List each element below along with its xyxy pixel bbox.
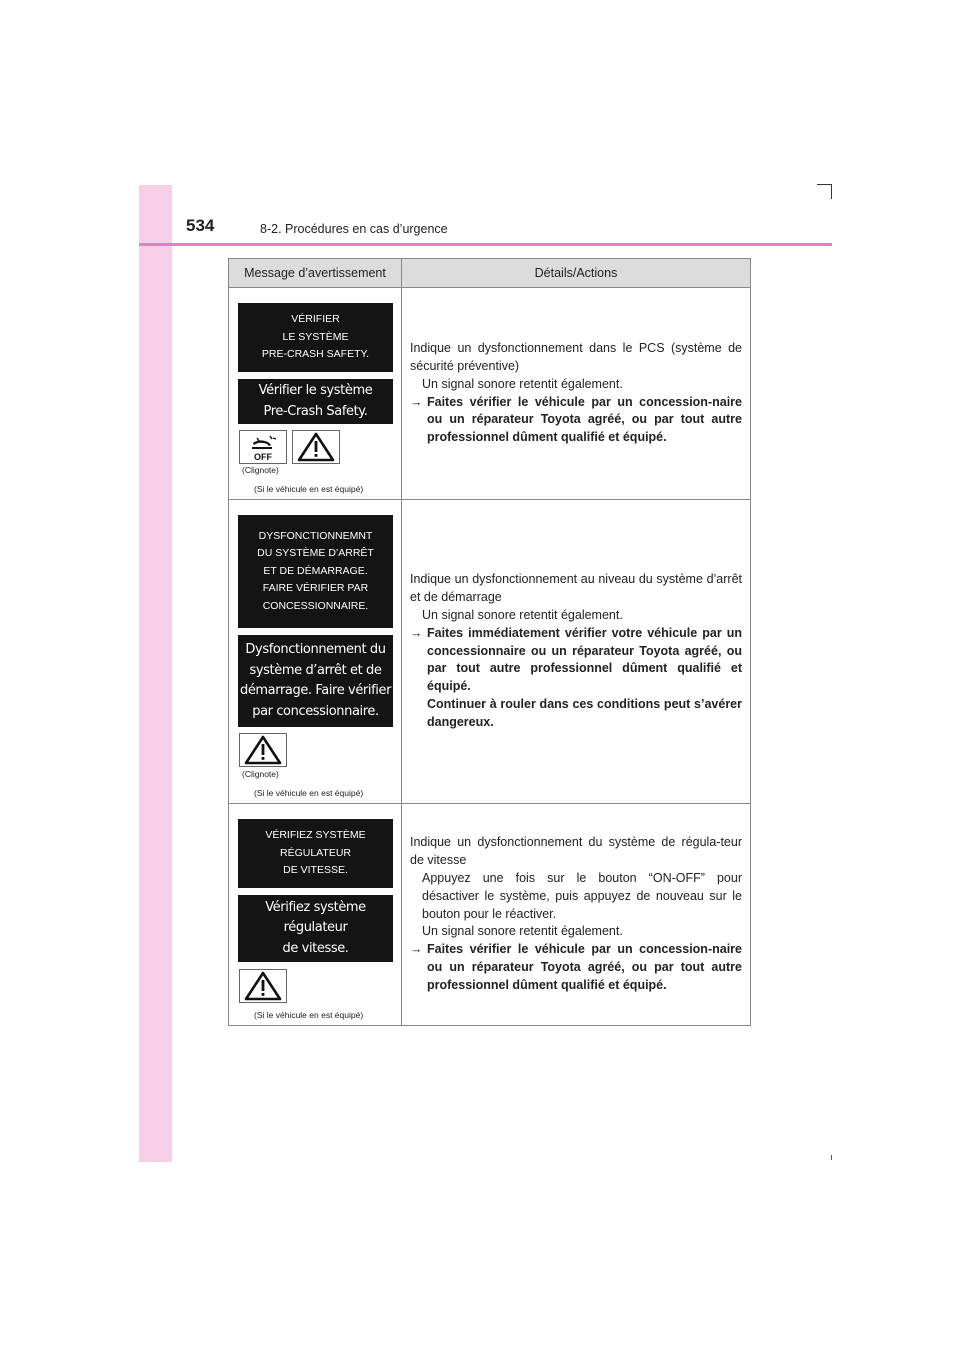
description-text: Indique un dysfonctionnement dans le PCS (système de sécurité préventive) (410, 341, 742, 373)
blink-note: (Clignote) (242, 465, 279, 475)
table-header-row (229, 259, 751, 288)
display-message-alt: Vérifier le système Pre-Crash Safety. (238, 379, 393, 424)
warning-message-cell (229, 804, 402, 1026)
detail-text: Appuyez une fois sur le bouton “ON-OFF” pour désactiver le système, puis appuyez de nouveau sur le bouton pour le réactiver. (422, 871, 742, 921)
detail-text: Un signal sonore retentit également. (422, 924, 623, 939)
warning-triangle-icon (292, 430, 340, 464)
action-text: → Faites vérifier le véhicule par un concession-naire ou un réparateur Toyota agréé, ou par tout autre professionnel dûment qualifié et équipé. (410, 394, 742, 445)
action-text: → Faites vérifier le véhicule par un concession-naire ou un réparateur Toyota agréé, ou par tout autre professionnel dûment qualifié et équipé. (410, 942, 742, 992)
table-row (229, 288, 751, 500)
action-text: → Faites immédiatement vérifier votre véhicule par un concessionnaire ou un réparateur Toyota agréé, ou par tout autre professionnel dûment qualifié et équipé. (410, 625, 742, 694)
details-cell (402, 500, 751, 804)
svg-text:OFF: OFF (254, 452, 272, 462)
header-warning-message: Message d’avertissement (229, 259, 402, 288)
details-cell (402, 804, 751, 1026)
display-message-caps: VÉRIFIEZ SYSTÈME RÉGULATEUR DE VITESSE. (238, 819, 393, 888)
detail-text: Un signal sonore retentit également. (422, 608, 623, 622)
header-details-actions: Détails/Actions (402, 259, 751, 288)
arrow-icon: → (410, 394, 423, 409)
equipment-note: (Si le véhicule en est équipé) (254, 788, 364, 798)
details-cell (402, 288, 751, 500)
pcs-off-icon (239, 430, 287, 464)
description-text: Indique un dysfonctionnement au niveau du système d’arrêt et de démarrage (410, 572, 742, 605)
equipment-note: (Si le véhicule en est équipé) (254, 484, 364, 494)
warning-triangle-icon (239, 733, 287, 767)
blink-note: (Clignote) (242, 769, 279, 779)
warning-message-cell (229, 500, 402, 804)
warning-messages-table (228, 258, 751, 1026)
display-message-alt: Dysfonctionnement du système d’arrêt et de démarrage. Faire vérifier par concessionnaire. (238, 635, 393, 727)
crop-tick (831, 1155, 832, 1160)
warning-message-cell (229, 288, 402, 500)
display-message-caps: DYSFONCTIONNEMNT DU SYSTÈME D’ARRÊT ET DE DÉMARRAGE. FAIRE VÉRIFIER PAR CONCESSIONNAIRE. (238, 515, 393, 628)
display-message-caps: VÉRIFIER LE SYSTÈME PRE-CRASH SAFETY. (238, 303, 393, 372)
header-rule (139, 243, 832, 246)
section-title: 8-2. Procédures en cas d’urgence (260, 222, 448, 236)
side-tab-band (139, 185, 172, 1162)
table-row (229, 500, 751, 804)
action-extra-text: Continuer à rouler dans ces conditions peut s’avérer dangereux. (427, 696, 742, 729)
arrow-icon: → (410, 942, 423, 957)
warning-triangle-icon (239, 969, 287, 1003)
page-number: 534 (186, 216, 215, 235)
description-text: Indique un dysfonctionnement du système de régula-teur de vitesse (410, 835, 742, 868)
crop-mark (817, 184, 832, 199)
table-row (229, 804, 751, 1026)
display-message-alt: Vérifiez système régulateur de vitesse. (238, 895, 393, 962)
detail-text: Un signal sonore retentit également. (422, 376, 623, 391)
equipment-note: (Si le véhicule en est équipé) (254, 1010, 364, 1020)
arrow-icon: → (410, 625, 423, 640)
